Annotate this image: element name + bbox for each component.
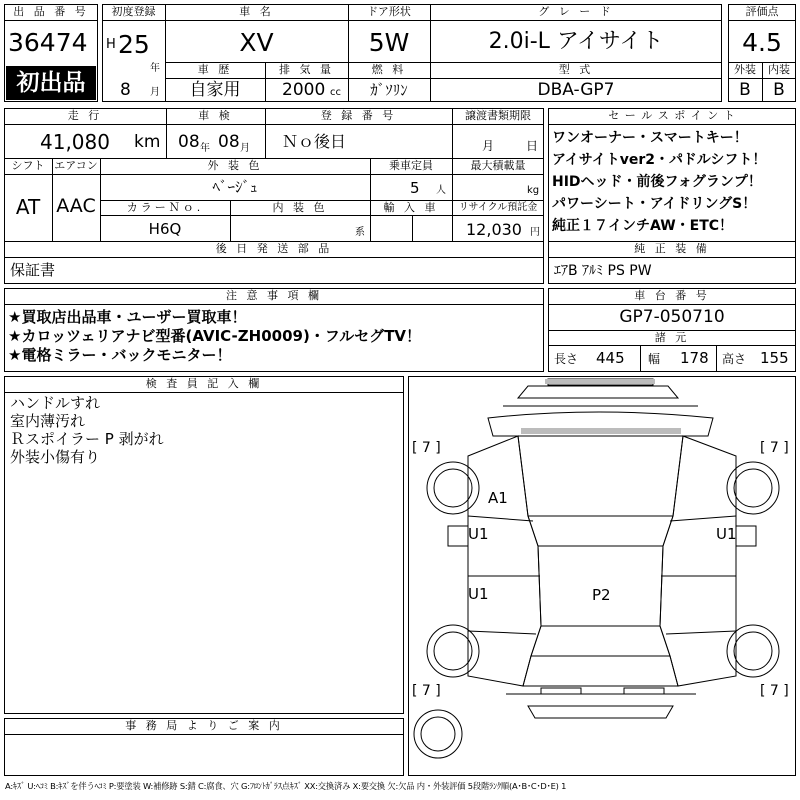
damage-mark: P2 (592, 586, 611, 604)
inspector-line: Ｒスポイラー P 剥がれ (10, 430, 164, 448)
capacity-unit: 人 (436, 185, 446, 196)
recycle-unit: 円 (530, 227, 540, 238)
height-label: 高さ (722, 352, 747, 366)
fuel: ｶﾞｿﾘﾝ (370, 81, 408, 99)
sales-point-line: 純正１７インチAW・ETC！ (552, 218, 734, 234)
plate: Ｎｏ後日 (282, 132, 347, 151)
displacement-unit: cc (330, 87, 341, 98)
ac-label: エアコン (54, 159, 98, 172)
inspection-year-unit: 年 (200, 143, 210, 154)
mileage: 41,080 (40, 130, 110, 154)
tire-label-front-right: [ 7 ] (760, 440, 789, 456)
history: 自家用 (189, 80, 241, 100)
first-reg-year-unit: 年 (150, 63, 160, 74)
exterior-grade: B (739, 80, 751, 100)
inspection-label: 車 検 (198, 109, 233, 122)
office-label: 事 務 局 よ り ご 案 内 (125, 719, 283, 732)
fuel-label: 燃 料 (371, 63, 407, 76)
note-line: ★電格ミラー・バックモニター！ (8, 346, 232, 364)
sales-points-label: セ ー ル ス ポ イ ン ト (608, 109, 736, 122)
sales-point-line: HIDヘッド・前後フォグランプ！ (552, 174, 762, 190)
inspection-year: 08 (178, 132, 200, 152)
chassis-number: GP7-050710 (619, 307, 725, 327)
car-name: XV (239, 28, 274, 57)
score-label: 評価点 (745, 5, 779, 18)
parts: 保証書 (10, 261, 56, 279)
color-no-label: カラーＮｏ. (126, 201, 204, 214)
first-reg-era: H (106, 37, 116, 52)
inspector-line: 室内薄汚れ (10, 412, 86, 430)
notes-label: 注 意 事 項 欄 (226, 289, 322, 302)
inspector-line: 外装小傷有り (10, 448, 101, 466)
length: 445 (596, 349, 625, 367)
mileage-unit: km (134, 132, 161, 152)
inspector-line: ハンドルすれ (10, 394, 101, 412)
history-label: 車 歴 (197, 63, 233, 76)
recycle-label: リサイクル預託金 (458, 202, 538, 213)
damage-mark: U1 (468, 585, 489, 603)
door-type: 5W (368, 28, 410, 57)
deadline-month: 月 (482, 139, 495, 153)
inspector-label: 検 査 員 記 入 欄 (145, 377, 263, 390)
deadline-label: 譲渡書類期限 (465, 109, 531, 122)
load-label: 最大積載量 (470, 159, 526, 172)
sales-point-line: ワンオーナー・スマートキー！ (552, 130, 748, 146)
model-code: DBA-GP7 (537, 80, 615, 100)
interior-grade: B (773, 80, 785, 100)
height: 155 (760, 349, 789, 367)
ac: AAC (56, 195, 96, 217)
dimensions-label: 諸 元 (654, 331, 690, 344)
damage-mark: U1 (716, 525, 737, 543)
tire-label-rear-left: [ 7 ] (412, 683, 441, 699)
shift-label: シフト (11, 159, 45, 172)
color-no: H6Q (148, 220, 182, 238)
first-reg-month-unit: 月 (150, 87, 160, 98)
car-diagram (408, 376, 796, 776)
first-reg-label: 初度登録 (111, 5, 156, 18)
score: 4.5 (742, 28, 782, 57)
first-reg-month: 8 (120, 80, 131, 100)
deadline-day: 日 (526, 139, 539, 153)
car-name-label: 車 名 (239, 5, 274, 18)
damage-mark: A1 (488, 489, 508, 507)
grade: 2.0i-L アイサイト (488, 29, 664, 54)
tire-label-rear-right: [ 7 ] (760, 683, 789, 699)
color-label: 外 装 色 (207, 159, 263, 172)
recycle-fee: 12,030 (466, 220, 522, 239)
width-label: 幅 (648, 352, 661, 366)
parts-label: 後 日 発 送 部 品 (215, 242, 333, 255)
width: 178 (680, 349, 709, 367)
chassis-label: 車 台 番 号 (634, 289, 710, 302)
interior-color-unit: 系 (355, 227, 365, 238)
lot-number: 36474 (8, 28, 88, 57)
load-unit: kg (527, 185, 540, 196)
note-line: ★カロッツェリアナビ型番(AVIC-ZH0009)・フルセグTV！ (8, 327, 422, 345)
interior-color-label: 内 装 色 (272, 201, 328, 214)
damage-mark: U1 (468, 525, 489, 543)
inspection-month: 08 (218, 132, 240, 152)
lot-number-label: 出 品 番 号 (13, 5, 89, 18)
sales-point-line: パワーシート・アイドリングS！ (552, 196, 757, 212)
color: ﾍﾞｰｼﾞｭ (212, 178, 258, 196)
inspection-month-unit: 月 (240, 143, 250, 154)
equipment-label: 純 正 装 備 (634, 242, 710, 255)
note-line: ★買取店出品車・ユーザー買取車！ (8, 308, 247, 326)
tire-label-front-left: [ 7 ] (412, 440, 441, 456)
legend: A:ｷｽﾞ U:ﾍｺﾐ B:ｷｽﾞを伴うﾍｺﾐ P:要塗装 W:補修跡 S:錆 C:腐食、穴 G:ﾌﾛﾝﾄｶﾞﾗｽ点ｷｽﾞ XX:交換済み X:要交換 欠:欠品 内・外装評価 5段階ﾗﾝｸ順(A･B･C･D･E) 1 (5, 781, 567, 791)
length-label: 長さ (554, 352, 579, 366)
exterior-label: 外装 (734, 63, 756, 76)
equipment: ｴｱB ｱﾙﾐ PS PW (554, 263, 652, 279)
sales-point-line: アイサイトver2・パドルシフト！ (552, 152, 767, 168)
mileage-label: 走 行 (67, 109, 103, 122)
first-reg-year: 25 (118, 30, 150, 59)
model-label: 型 式 (558, 63, 594, 76)
capacity: 5 (410, 179, 420, 197)
displacement: 2000 (282, 80, 326, 100)
first-listing-badge: 初出品 (6, 66, 96, 100)
displacement-label: 排 気 量 (279, 63, 334, 76)
plate-label: 登 録 番 号 (320, 109, 397, 122)
grade-label: グ レ ー ド (538, 5, 614, 18)
import-label: 輸 入 車 (383, 201, 439, 214)
interior-label: 内装 (768, 63, 790, 76)
door-label: ドア形状 (367, 5, 411, 18)
capacity-label: 乗車定員 (389, 159, 433, 172)
shift: AT (15, 195, 41, 219)
